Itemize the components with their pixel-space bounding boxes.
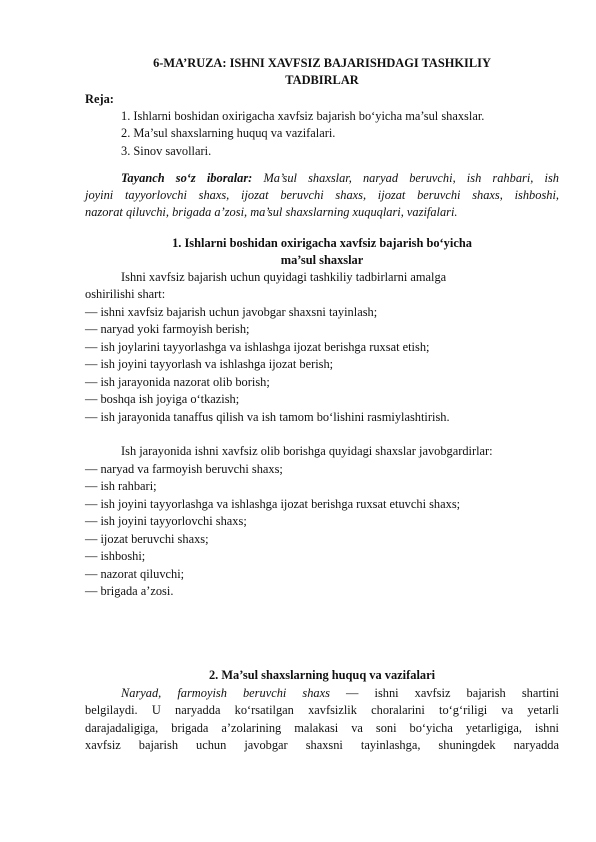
list-item: — ishboshi; xyxy=(85,549,146,563)
paragraph-text: — ishni xavfsiz bajarish shartini xyxy=(346,686,559,700)
paragraph-line: xavfsiz bajarish uchun javobgar shaxsni tayinlashga, shuningdek naryadda xyxy=(85,738,559,752)
section-heading: 2. Ma’sul shaxslarning huquq va vazifalari xyxy=(208,668,436,682)
section-heading: 1. Ishlarni boshidan oxirigacha xavfsiz bajarish bo‘yicha xyxy=(172,236,472,250)
keywords-label: Tayanch so‘z iboralar: xyxy=(121,171,253,185)
plan-item: 3. Sinov savollari. xyxy=(121,144,212,158)
list-item: — ish rahbari; xyxy=(85,479,157,493)
paragraph-lead: Naryad, farmoyish beruvchi shaxs xyxy=(121,686,330,700)
section-heading-continued: ma’sul shaxslar xyxy=(280,253,364,267)
list-item: — ishni xavfsiz bajarish uchun javobgar shaxsni tayinlash; xyxy=(85,305,378,319)
list-item: — brigada a’zosi. xyxy=(85,584,174,598)
list-item: — nazorat qiluvchi; xyxy=(85,567,185,581)
list-item: — boshqa ish joyiga o‘tkazish; xyxy=(85,392,240,406)
list-item: — ish joyini tayyorlovchi shaxs; xyxy=(85,514,247,528)
paragraph-line: darajadaligiga, brigada a’zolarining malakasi va soni bo‘yicha yetarligiga, ishni xyxy=(85,721,559,735)
plan-item: 2. Ma’sul shaxslarning huquq va vazifalari. xyxy=(121,126,336,140)
list-item: — ish joylarini tayyorlashga va ishlashga ijozat berishga ruxsat etish; xyxy=(85,340,430,354)
plan-item: 1. Ishlarni boshidan oxirigacha xavfsiz bajarish bo‘yicha ma’sul shaxslar. xyxy=(121,109,485,123)
list-item: — ish jarayonida tanaffus qilish va ish tamom bo‘lishini rasmiylashtirish. xyxy=(85,410,450,424)
paragraph-line xyxy=(85,685,559,703)
keywords-line: joyini tayyorlovchi shaxs, ijozat beruvchi shaxs, ijozat beruvchi shaxs, ishboshi, xyxy=(85,188,559,202)
list-item: — ish joyini tayyorlash va ishlashga ijozat berish; xyxy=(85,357,334,371)
keywords-text: Ma’sul shaxslar, naryad beruvchi, ish rahbari, ish xyxy=(263,171,559,185)
paragraph-line: oshirilishi shart: xyxy=(85,287,166,301)
list-item: — naryad yoki farmoyish berish; xyxy=(85,322,250,336)
keywords-line: nazorat qiluvchi, brigada a’zosi, ma’sul shaxslarning xuquqlari, vazifalari. xyxy=(85,205,458,219)
list-item: — ish jarayonida nazorat olib borish; xyxy=(85,375,270,389)
list-item: — naryad va farmoyish beruvchi shaxs; xyxy=(85,462,283,476)
paragraph-line: Ishni xavfsiz bajarish uchun quyidagi tashkiliy tadbirlarni amalga xyxy=(121,270,447,284)
list-item: — ijozat beruvchi shaxs; xyxy=(85,532,209,546)
list-item: — ish joyini tayyorlashga va ishlashga ijozat berishga ruxsat etuvchi shaxs; xyxy=(85,497,461,511)
page-title: 6-MA’RUZA: ISHNI XAVFSIZ BAJARISHDAGI TASHKILIY xyxy=(153,56,491,70)
keywords-line xyxy=(85,170,559,188)
paragraph-line: Ish jarayonida ishni xavfsiz olib borishga quyidagi shaxslar javobgardirlar: xyxy=(121,444,493,458)
paragraph-line: belgilaydi. U naryadda ko‘rsatilgan xavfsizlik choralarini to‘g‘riligi va yetarli xyxy=(85,703,559,717)
page-title-continued: TADBIRLAR xyxy=(285,73,359,87)
plan-label: Reja: xyxy=(85,92,114,106)
